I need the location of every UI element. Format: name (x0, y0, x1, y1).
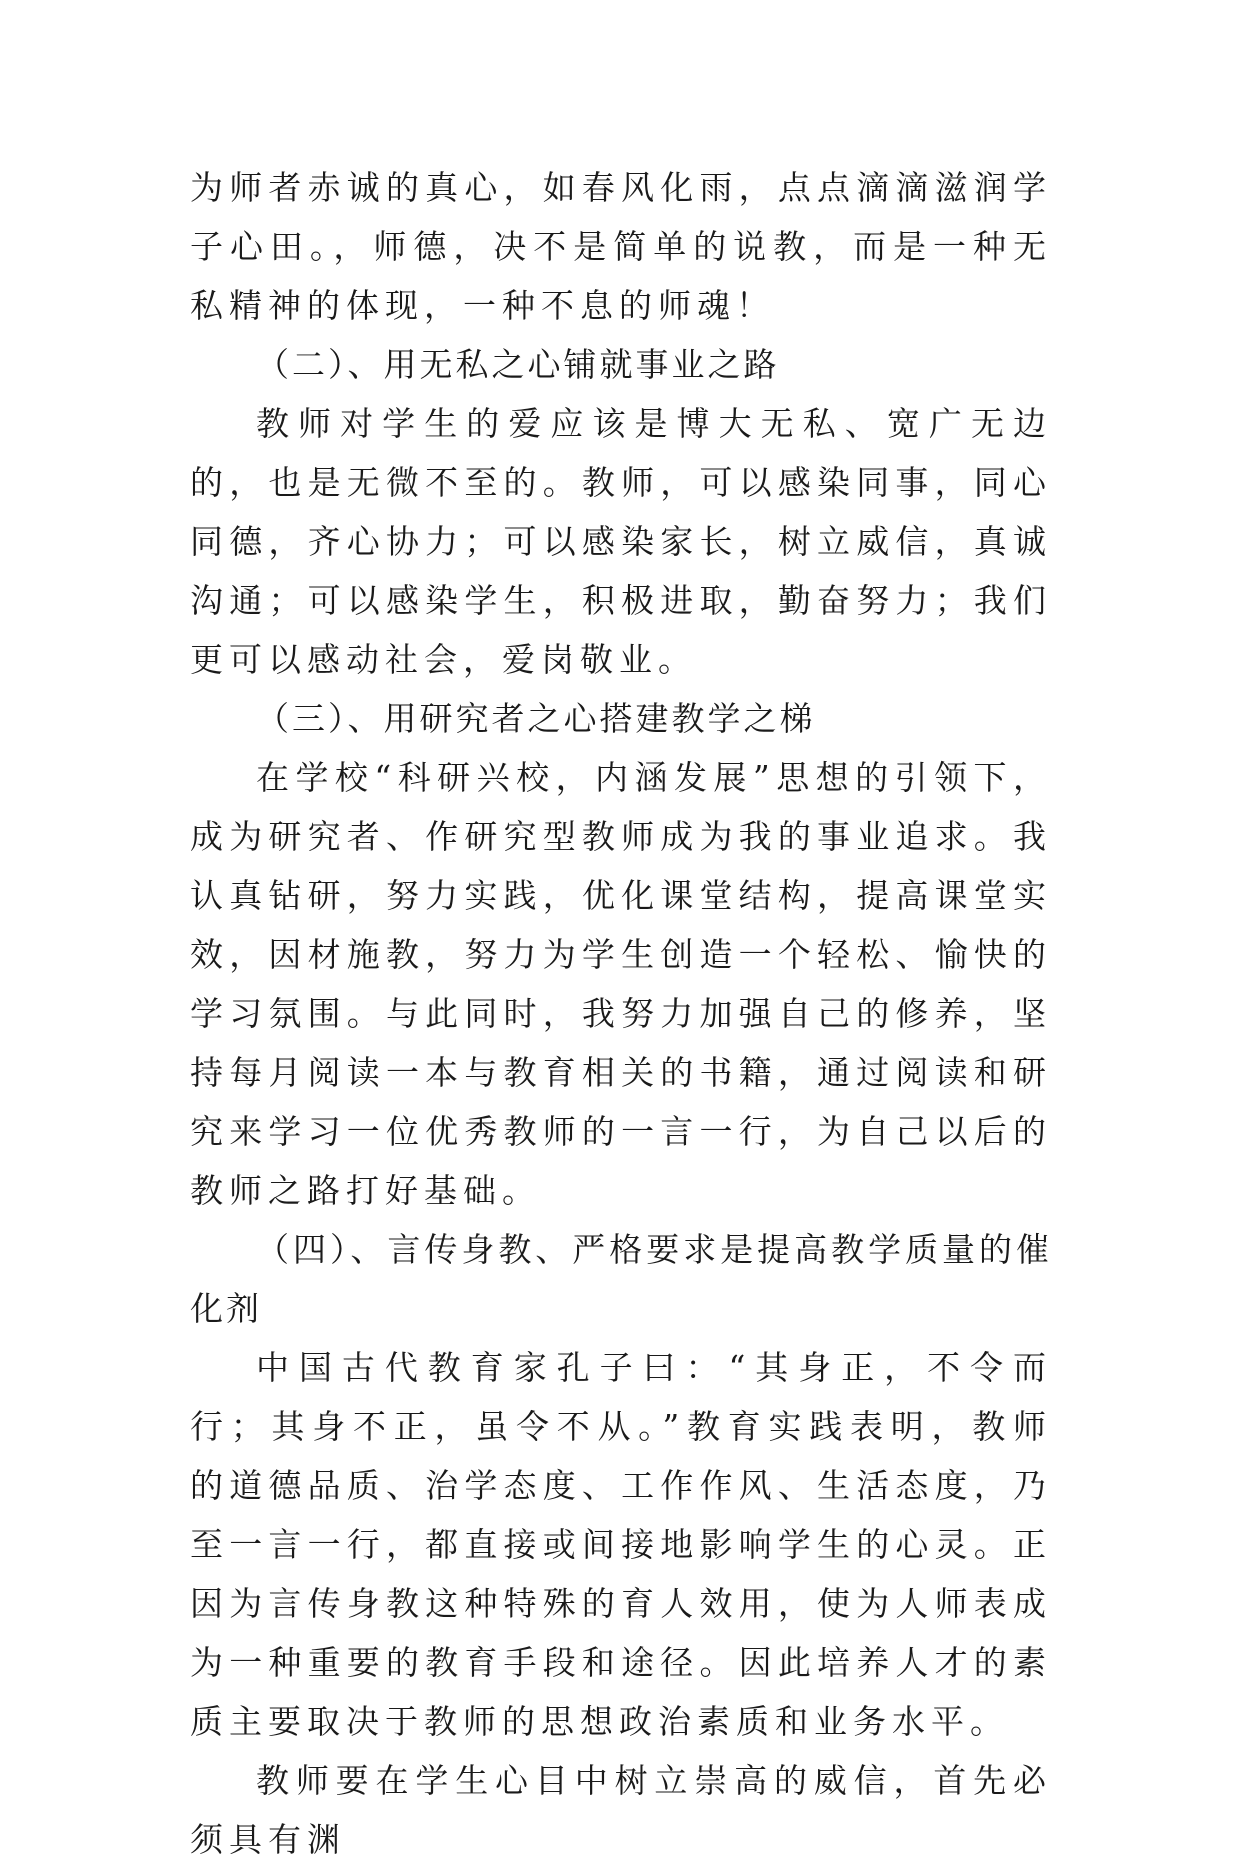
section-heading-2: （二）、用无私之心铺就事业之路 (256, 345, 780, 384)
paragraph-research: 在学校“科研兴校，内涵发展”思想的引领下，成为研究者、作研究型教师成为我的事业追求。我认真钻研，努力实践，优化课堂结构，提高课堂实效，因材施教，努力为学生创造一个轻松、愉快的学习氛围。与此同时，我努力加强自己的修养，坚持每月阅读一本与教育相关的书籍，通过阅读和研究来学习一位优秀教师的一言一行，为自己以后的教师之路打好基础。 (190, 758, 1052, 1210)
document-body (190, 158, 1052, 1869)
paragraph-continuation: 为师者赤诚的真心，如春风化雨，点点滴滴滋润学子心田。，师德，决不是简单的说教，而是一种无私精神的体现，一种不息的师魂！ (190, 168, 1052, 325)
section-heading-3: （三）、用研究者之心搭建教学之梯 (256, 699, 816, 738)
section-heading-4: （四）、言传身教、严格要求是提高教学质量的催化剂 (190, 1230, 1052, 1328)
paragraph-selfless-love: 教师对学生的爱应该是博大无私、宽广无边的，也是无微不至的。教师，可以感染同事，同心同德，齐心协力；可以感染家长，树立威信，真诚沟通；可以感染学生，积极进取，勤奋努力；我们更可以感动社会，爱岗敬业。 (190, 404, 1052, 679)
paragraph-confucius: 中国古代教育家孔子曰：“其身正，不令而行；其身不正，虽令不从。”教育实践表明，教师的道德品质、治学态度、工作作风、生活态度，乃至一言一行，都直接或间接地影响学生的心灵。正因为言传身教这种特殊的育人效用，使为人师表成为一种重要的教育手段和途径。因此培养人才的素质主要取决于教师的思想政治素质和业务水平。 (190, 1348, 1052, 1741)
paragraph-prestige: 教师要在学生心目中树立崇高的威信，首先必须具有渊 (190, 1761, 1052, 1859)
